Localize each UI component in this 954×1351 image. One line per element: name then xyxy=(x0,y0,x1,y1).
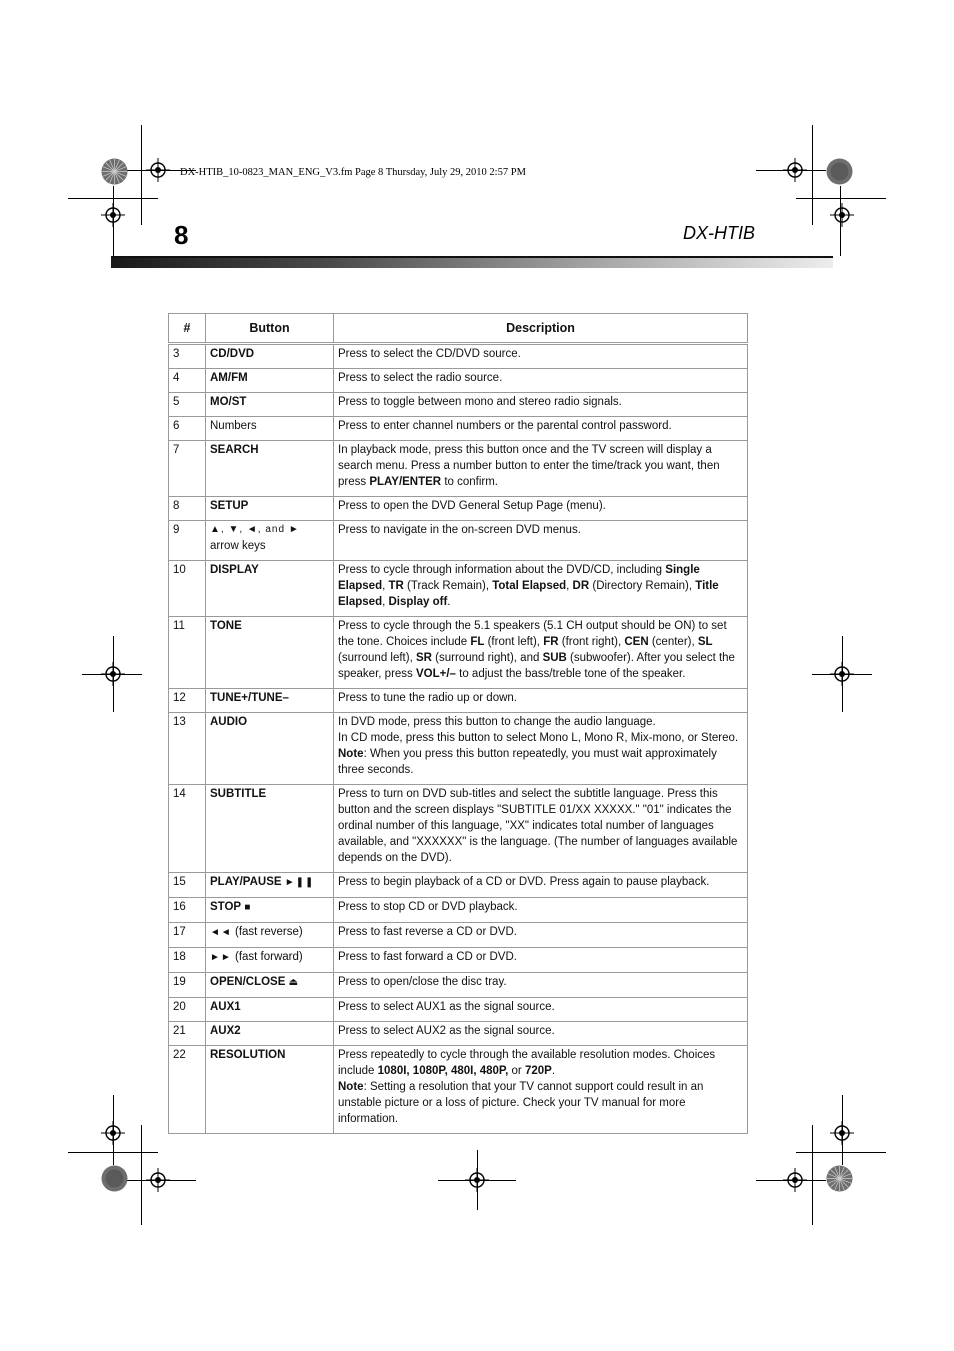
button-name: TONE xyxy=(210,620,242,632)
button-name: AUDIO xyxy=(210,716,248,728)
registration-mark-icon xyxy=(146,158,170,182)
registration-mark-icon xyxy=(830,203,854,227)
row-description: Press to enter channel numbers or the parental control password. xyxy=(334,417,748,441)
row-number: 16 xyxy=(169,898,206,923)
button-name: OPEN/CLOSE xyxy=(210,976,286,988)
table-row xyxy=(169,873,748,898)
registration-mark-icon xyxy=(465,1168,489,1192)
fast-forward-icon: ►► xyxy=(210,952,232,963)
button-name: MO/ST xyxy=(210,396,247,408)
star-target-icon xyxy=(826,1165,853,1192)
row-description: In playback mode, press this button once and the TV screen will display a search menu. Press a number button to enter the time/track you want, then press PLAY/ENTER to confirm. xyxy=(334,441,748,497)
row-description: Press to navigate in the on-screen DVD menus. xyxy=(334,521,748,561)
button-name: DISPLAY xyxy=(210,564,259,576)
table-row xyxy=(169,617,748,689)
registration-mark-icon xyxy=(783,1168,807,1192)
row-description: Press repeatedly to cycle through the available resolution modes. Choices include 1080I, 1080P, 480I, 480P, or 720P. Note: Setting a resolution that your TV cannot support could result in an unstable picture or a loss of picture. Check your TV manual for more information. xyxy=(334,1046,748,1134)
table-row xyxy=(169,923,748,948)
button-name: arrow keys xyxy=(210,540,266,552)
row-number: 17 xyxy=(169,923,206,948)
model-name: DX-HTIB xyxy=(683,223,755,243)
star-target-icon xyxy=(101,158,128,185)
row-number: 19 xyxy=(169,973,206,998)
row-number: 8 xyxy=(169,497,206,521)
row-number: 22 xyxy=(169,1046,206,1134)
page-number: 8 xyxy=(174,220,189,250)
row-number: 20 xyxy=(169,998,206,1022)
row-number: 10 xyxy=(169,561,206,617)
table-row xyxy=(169,689,748,713)
row-description: Press to tune the radio up or down. xyxy=(334,689,748,713)
row-description: Press to toggle between mono and stereo radio signals. xyxy=(334,393,748,417)
table-row xyxy=(169,393,748,417)
row-number: 9 xyxy=(169,521,206,561)
table-row xyxy=(169,713,748,785)
button-name: AUX2 xyxy=(210,1025,241,1037)
button-name: PLAY/PAUSE xyxy=(210,876,282,888)
col-header-description: Description xyxy=(334,314,748,344)
row-number: 21 xyxy=(169,1022,206,1046)
row-description: Press to turn on DVD sub-titles and select the subtitle language. Press this button and the screen displays "SUBTITLE 01/XX XXXXX." "01" indicates the ordinal number of this language, "XX" indicates total number of languages available, and "XXXXXX" is the language. (The number of languages available depends on the DVD). xyxy=(334,785,748,873)
button-name: (fast forward) xyxy=(231,951,303,963)
button-name: CD/DVD xyxy=(210,348,255,360)
col-header-number: # xyxy=(169,314,206,344)
row-description: Press to begin playback of a CD or DVD. Press again to pause playback. xyxy=(334,873,748,898)
row-number: 13 xyxy=(169,713,206,785)
arrow-keys-icon: ▲, ▼, ◄, and ► xyxy=(210,524,300,535)
table-row xyxy=(169,1046,748,1134)
star-target-icon xyxy=(826,158,853,185)
button-name: SUBTITLE xyxy=(210,788,267,800)
button-name: Numbers xyxy=(206,417,334,441)
registration-mark-icon xyxy=(830,1121,854,1145)
row-number: 3 xyxy=(169,344,206,369)
row-description: Press to open/close the disc tray. xyxy=(334,973,748,998)
table-header-row xyxy=(169,314,748,344)
row-number: 14 xyxy=(169,785,206,873)
stop-icon: ■ xyxy=(244,902,252,913)
button-name: SEARCH xyxy=(210,444,259,456)
row-description: Press to cycle through the 5.1 speakers (5.1 CH output should be ON) to set the tone. Choices include FL (front left), FR (front right), CEN (center), SL (surround left), SR (surround right), and SUB (subwoofer). After you select the speaker, press VOL+/– to adjust the bass/treble tone of the speaker. xyxy=(334,617,748,689)
row-number: 12 xyxy=(169,689,206,713)
row-description: Press to select AUX2 as the signal source. xyxy=(334,1022,748,1046)
row-description: Press to fast forward a CD or DVD. xyxy=(334,948,748,973)
registration-mark-icon xyxy=(783,158,807,182)
col-header-button: Button xyxy=(206,314,334,344)
table-row xyxy=(169,785,748,873)
row-description: Press to stop CD or DVD playback. xyxy=(334,898,748,923)
button-name: STOP xyxy=(210,901,242,913)
row-description: In DVD mode, press this button to change the audio language. In CD mode, press this button to select Mono L, Mono R, Mix-mono, or Stereo. Note: When you press this button repeatedly, you must wait approximately three seconds. xyxy=(334,713,748,785)
eject-icon: ⏏ xyxy=(288,977,300,988)
registration-mark-icon xyxy=(830,662,854,686)
button-name: SETUP xyxy=(210,500,249,512)
registration-mark-icon xyxy=(101,1121,125,1145)
row-description: Press to select the radio source. xyxy=(334,369,748,393)
row-number: 15 xyxy=(169,873,206,898)
table-row xyxy=(169,369,748,393)
fast-reverse-icon: ◄◄ xyxy=(210,927,232,938)
button-name: AUX1 xyxy=(210,1001,241,1013)
file-info: DX-HTIB_10-0823_MAN_ENG_V3.fm Page 8 Thursday, July 29, 2010 2:57 PM xyxy=(180,167,526,178)
play-pause-icon: ►❚❚ xyxy=(284,877,315,888)
row-number: 18 xyxy=(169,948,206,973)
button-name: RESOLUTION xyxy=(210,1049,286,1061)
star-target-icon xyxy=(101,1165,128,1192)
table-row xyxy=(169,441,748,497)
row-description: Press to fast reverse a CD or DVD. xyxy=(334,923,748,948)
button-table xyxy=(168,313,748,1134)
table-row xyxy=(169,344,748,369)
registration-mark-icon xyxy=(146,1168,170,1192)
registration-mark-icon xyxy=(101,662,125,686)
row-number: 4 xyxy=(169,369,206,393)
button-name: AM/FM xyxy=(210,372,248,384)
row-number: 7 xyxy=(169,441,206,497)
button-name: TUNE+/TUNE– xyxy=(210,692,289,704)
table-row xyxy=(169,561,748,617)
table-row xyxy=(169,948,748,973)
row-description: Press to open the DVD General Setup Page (menu). xyxy=(334,497,748,521)
table-row xyxy=(169,898,748,923)
table-row xyxy=(169,1022,748,1046)
registration-mark-icon xyxy=(101,203,125,227)
table-row xyxy=(169,973,748,998)
table-row xyxy=(169,497,748,521)
header-rule xyxy=(111,256,833,258)
button-name: (fast reverse) xyxy=(231,926,303,938)
row-description: Press to cycle through information about the DVD/CD, including Single Elapsed, TR (Track Remain), Total Elapsed, DR (Directory Remain), Title Elapsed, Display off. xyxy=(334,561,748,617)
row-number: 5 xyxy=(169,393,206,417)
table-row xyxy=(169,998,748,1022)
row-description: Press to select AUX1 as the signal source. xyxy=(334,998,748,1022)
row-number: 6 xyxy=(169,417,206,441)
row-description: Press to select the CD/DVD source. xyxy=(334,344,748,369)
table-row xyxy=(169,521,748,561)
row-number: 11 xyxy=(169,617,206,689)
table-row xyxy=(169,417,748,441)
